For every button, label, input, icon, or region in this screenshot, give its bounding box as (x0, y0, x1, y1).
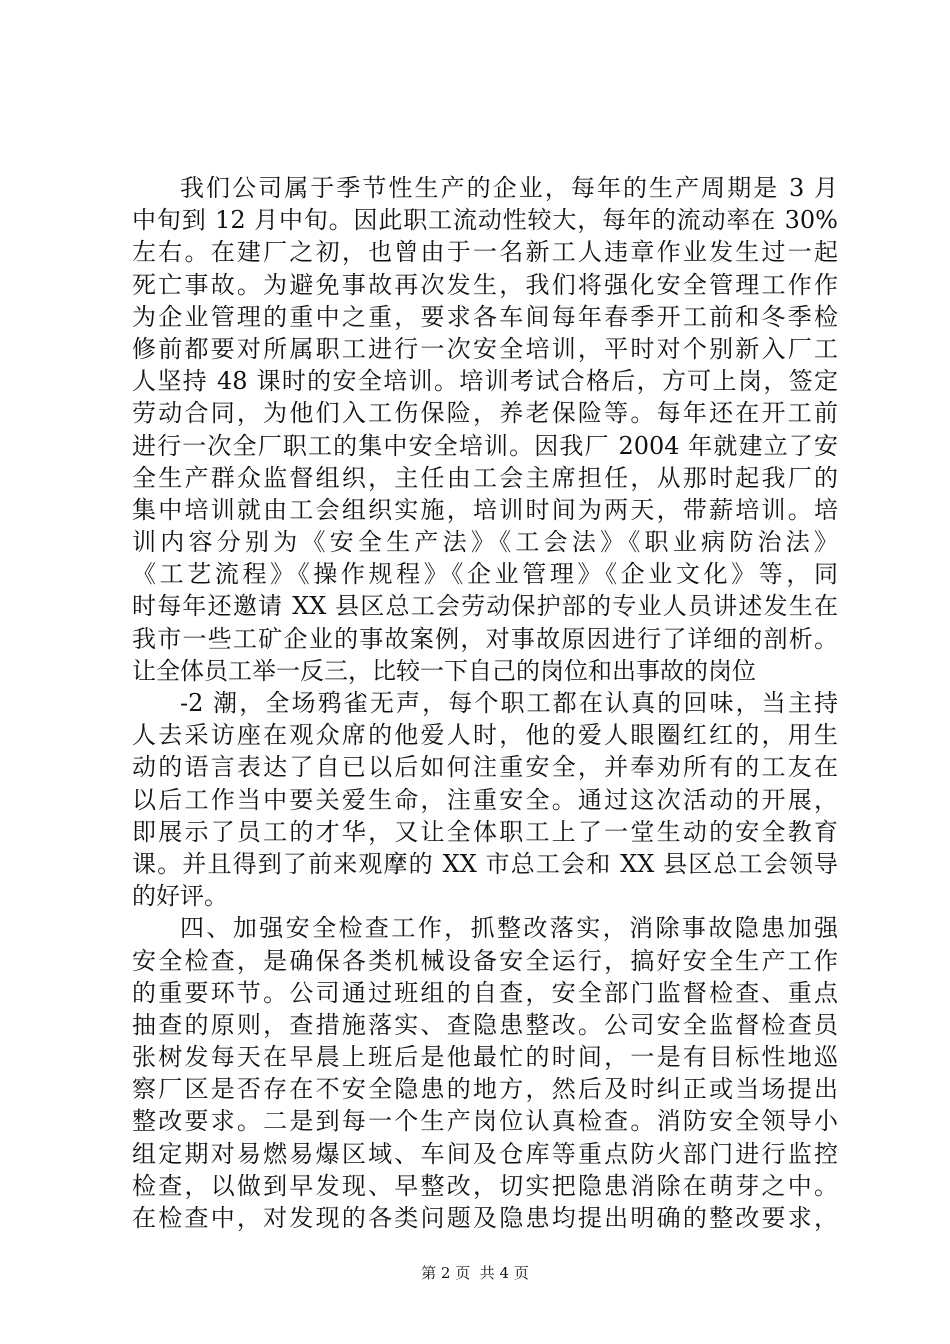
text-line: 动的语言表达了自已以后如何注重安全，并奉劝所有的工友在 (132, 753, 838, 782)
text-line: 整改要求。二是到每一个生产岗位认真检查。消防安全领导小 (132, 1107, 838, 1136)
text-line: 时每年还邀请 XX 县区总工会劳动保护部的专业人员讲述发生在 (132, 592, 838, 621)
text-line: 人坚持 48 课时的安全培训。培训考试合格后，方可上岗，签定 (132, 367, 838, 396)
text-line: 集中培训就由工会组织实施，培训时间为两天，带薪培训。培 (132, 495, 838, 524)
text-line: 抽查的原则，查措施落实、查隐患整改。公司安全监督检查员 (132, 1010, 838, 1039)
text-line: 四、加强安全检查工作，抓整改落实，消除事故隐患加强 (180, 914, 838, 943)
document-body (132, 172, 838, 1234)
text-line: 在检查中，对发现的各类问题及隐患均提出明确的整改要求， (132, 1204, 838, 1232)
page-number-label: 第 2 页 共 4 页 (421, 1264, 529, 1282)
text-line: 以后工作当中要关爱生命，注重安全。通过这次活动的开展， (132, 785, 838, 814)
text-line: 我市一些工矿企业的事故案例，对事故原因进行了详细的剖析。 (132, 624, 838, 653)
text-line: 安全检查，是确保各类机械设备安全运行，搞好安全生产工作 (132, 946, 838, 975)
text-line: 全生产群众监督组织，主任由工会主席担任，从那时起我厂的 (132, 463, 838, 492)
text-line: 我们公司属于季节性生产的企业，每年的生产周期是 3 月 (180, 174, 838, 202)
text-line: 为企业管理的重中之重，要求各车间每年春季开工前和冬季检 (132, 302, 838, 331)
text-line: 的好评。 (132, 882, 228, 911)
text-line: 课。并且得到了前来观摩的 XX 市总工会和 XX 县区总工会领导 (132, 849, 838, 878)
text-line: 即展示了员工的才华，又让全体职工上了一堂生动的安全教育 (132, 817, 838, 846)
text-line: 察厂区是否存在不安全隐患的地方，然后及时纠正或当场提出 (132, 1075, 838, 1104)
text-line: 检查，以做到早发现、早整改，切实把隐患消除在萌芽之中。 (132, 1171, 838, 1200)
text-line: 修前都要对所属职工进行一次安全培训，平时对个别新入厂工 (132, 334, 838, 363)
page-footer (0, 1263, 950, 1283)
text-line: 劳动合同，为他们入工伤保险，养老保险等。每年还在开工前 (132, 399, 838, 428)
text-line: -2 潮，全场鸦雀无声，每个职工都在认真的回味，当主持 (180, 689, 838, 717)
text-line: 进行一次全厂职工的集中安全培训。因我厂 2004 年就建立了安 (132, 431, 838, 460)
text-line: 死亡事故。为避免事故再次发生，我们将强化安全管理工作作 (132, 270, 838, 299)
text-line: 让全体员工举一反三，比较一下自己的岗位和出事故的岗位 (132, 656, 756, 685)
text-line: 《工艺流程》《操作规程》《企业管理》《企业文化》等，同 (132, 560, 838, 589)
text-line: 组定期对易燃易爆区域、车间及仓库等重点防火部门进行监控 (132, 1139, 838, 1168)
text-line: 训内容分别为《安全生产法》《工会法》《职业病防治法》 (132, 528, 838, 557)
text-line: 左右。在建厂之初，也曾由于一名新工人违章作业发生过一起 (132, 238, 838, 267)
text-line: 中旬到 12 月中旬。因此职工流动性较大，每年的流动率在 30% (132, 206, 838, 235)
text-line: 的重要环节。公司通过班组的自查，安全部门监督检查、重点 (132, 978, 838, 1007)
text-line: 人去采访座在观众席的他爱人时，他的爱人眼圈红红的，用生 (132, 721, 838, 750)
text-line: 张树发每天在早晨上班后是他最忙的时间，一是有目标性地巡 (132, 1043, 838, 1072)
